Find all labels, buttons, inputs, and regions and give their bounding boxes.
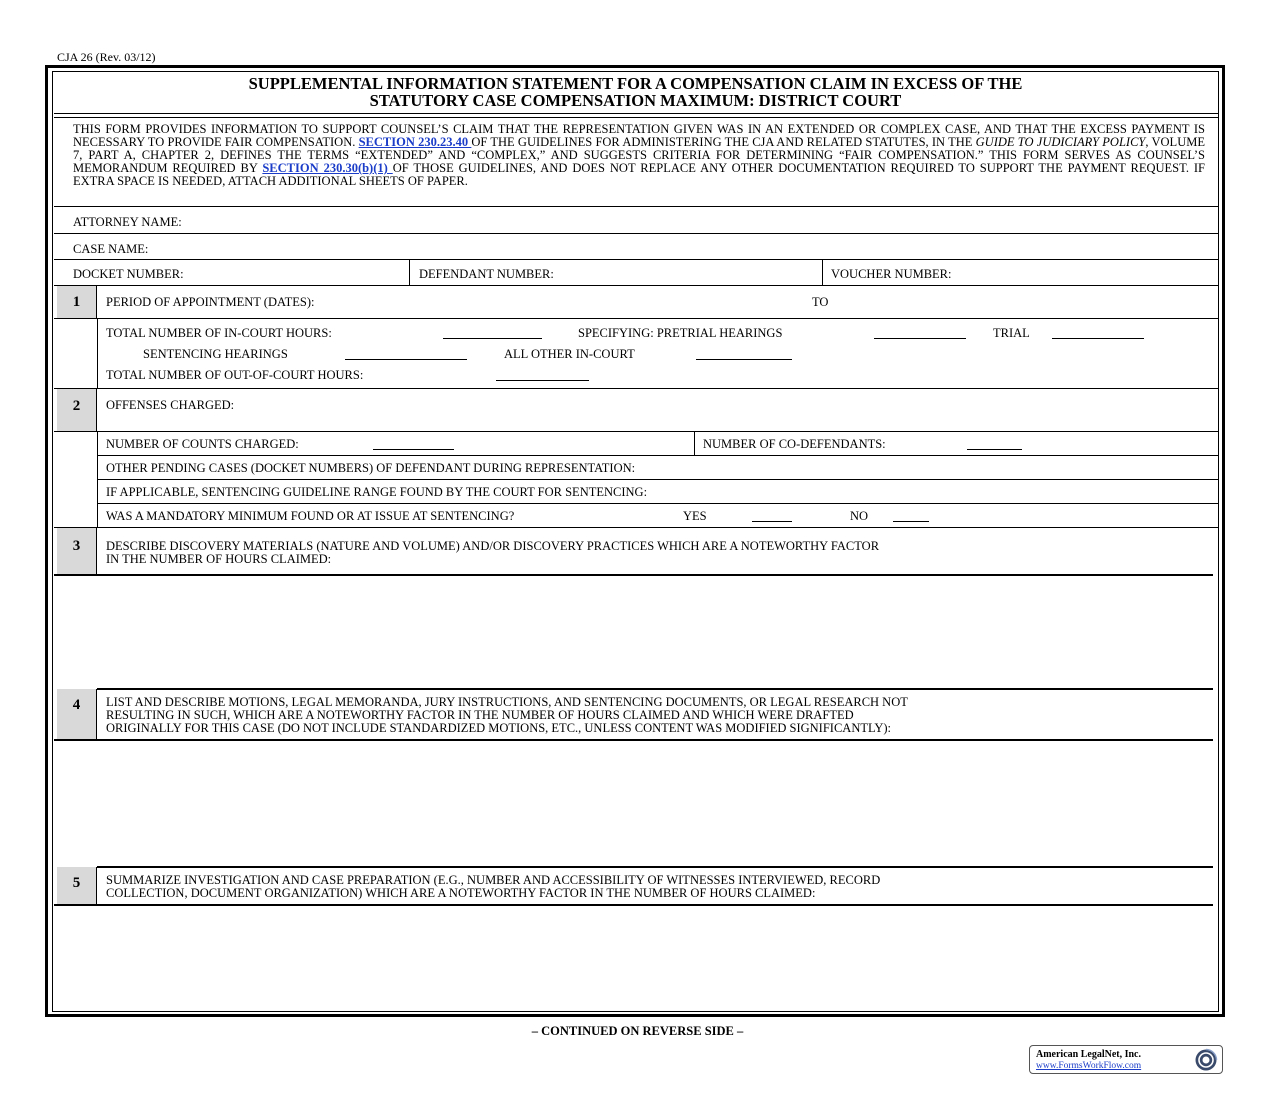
divider: [409, 260, 410, 285]
intro-paragraph: [73, 123, 1205, 188]
no-blank[interactable]: [893, 521, 929, 522]
voucher-number-label: VOUCHER NUMBER:: [831, 267, 952, 281]
investigation-prompt-line2: COLLECTION, DOCUMENT ORGANIZATION) WHICH ARE A NOTEWORTHY FACTOR IN THE NUMBER OF HOURS CLAIMED:: [106, 886, 816, 900]
divider: [97, 688, 1213, 690]
case-name-label: CASE NAME:: [73, 242, 149, 256]
no-label: NO: [850, 509, 869, 523]
divider: [97, 455, 1218, 456]
section-230-30-link[interactable]: SECTION 230.30(b)(1): [262, 161, 393, 175]
divider: [54, 431, 1218, 432]
intro-text-3: , VOLUME 7, PART A, CHAPTER 2, DEFINES THE TERMS “EXTENDED” AND “COMPLEX,” AND SUGGESTS CRITERIA FOR DETERMINING “FAIR COMPENSATION.” THIS FORM SERVES AS COUNSEL’S MEMORANDUM REQUIRED BY: [73, 135, 1205, 175]
section-2-number: 2: [57, 389, 97, 431]
trial-hours-blank[interactable]: [1052, 338, 1144, 339]
pending-cases-label: OTHER PENDING CASES (DOCKET NUMBERS) OF DEFENDANT DURING REPRESENTATION:: [106, 461, 636, 475]
section-3-number: 3: [57, 528, 97, 574]
guide-title: GUIDE TO JUDICIARY POLICY: [975, 135, 1146, 149]
pretrial-hours-blank[interactable]: [874, 338, 966, 339]
attorney-name-field[interactable]: [225, 210, 1215, 232]
motions-response-area[interactable]: [60, 743, 1210, 861]
attorney-name-label: ATTORNEY NAME:: [73, 215, 182, 229]
section-230-23-40-link[interactable]: SECTION 230.23.40: [358, 135, 472, 149]
investigation-response-area[interactable]: [60, 908, 1210, 1006]
out-of-court-blank[interactable]: [496, 380, 589, 381]
all-other-label: ALL OTHER IN-COURT: [504, 347, 635, 361]
trial-label: TRIAL: [993, 326, 1030, 340]
divider: [54, 113, 1218, 114]
forms-workflow-icon: [1194, 1048, 1218, 1072]
yes-blank[interactable]: [752, 521, 792, 522]
divider: [97, 479, 1218, 480]
divider: [54, 117, 1218, 118]
section-5-number: 5: [57, 867, 97, 904]
codefendants-label: NUMBER OF CO-DEFENDANTS:: [703, 437, 886, 451]
divider: [54, 318, 1218, 319]
divider: [97, 503, 1218, 504]
divider: [54, 739, 1213, 741]
divider: [54, 388, 1218, 389]
in-court-hours-label: TOTAL NUMBER OF IN-COURT HOURS:: [106, 326, 332, 340]
motions-prompt-line2: RESULTING IN SUCH, WHICH ARE A NOTEWORTHY FACTOR IN THE NUMBER OF HOURS CLAIMED AND WHICH WERE DRAFTED: [106, 708, 854, 722]
divider: [54, 574, 1213, 576]
divider: [694, 431, 695, 455]
guideline-range-label: IF APPLICABLE, SENTENCING GUIDELINE RANGE FOUND BY THE COURT FOR SENTENCING:: [106, 485, 648, 499]
intro-text-1: THIS FORM PROVIDES INFORMATION TO SUPPORT COUNSEL’S CLAIM THAT THE REPRESENTATION GIVEN WAS IN AN EXTENDED OR COMPLEX CASE, AND THAT THE EXCESS PAYMENT IS NECESSARY TO PROVIDE FAIR COMPENSATION.: [73, 122, 1205, 149]
intro-text-4: OF THOSE GUIDELINES, AND DOES NOT REPLACE ANY OTHER DOCUMENTATION REQUIRED TO SUPPORT THE PAYMENT REQUEST. IF EXTRA SPACE IS NEEDED, ATTACH ADDITIONAL SHEETS OF PAPER.: [73, 161, 1205, 188]
divider: [54, 206, 1218, 207]
divider: [97, 318, 98, 388]
divider: [54, 259, 1218, 260]
divider: [54, 527, 1218, 528]
counts-charged-blank[interactable]: [373, 449, 454, 450]
defendant-number-label: DEFENDANT NUMBER:: [419, 267, 554, 281]
yes-label: YES: [683, 509, 707, 523]
motions-prompt-line3: ORIGINALLY FOR THIS CASE (DO NOT INCLUDE STANDARDIZED MOTIONS, ETC., UNLESS CONTENT WAS MODIFIED SIGNIFICANTLY):: [106, 721, 892, 735]
form-id: CJA 26 (Rev. 03/12): [57, 50, 156, 64]
divider: [54, 233, 1218, 234]
pretrial-label: SPECIFYING: PRETRIAL HEARINGS: [578, 326, 783, 340]
section-1-number: 1: [57, 286, 97, 318]
divider: [97, 866, 1213, 868]
docket-number-label: DOCKET NUMBER:: [73, 267, 184, 281]
period-to-label: TO: [812, 295, 829, 309]
offenses-charged-label: OFFENSES CHARGED:: [106, 398, 235, 412]
investigation-prompt-line1: SUMMARIZE INVESTIGATION AND CASE PREPARATION (E.G., NUMBER AND ACCESSIBILITY OF WITNESSES INTERVIEWED, RECORD: [106, 873, 881, 887]
continued-notice: – CONTINUED ON REVERSE SIDE –: [531, 1024, 744, 1038]
counts-charged-label: NUMBER OF COUNTS CHARGED:: [106, 437, 299, 451]
sentencing-hours-blank[interactable]: [345, 359, 467, 360]
american-legalnet-logo[interactable]: [1029, 1045, 1223, 1074]
section-4-number: 4: [57, 689, 97, 739]
divider: [54, 285, 1218, 286]
logo-url[interactable]: www.FormsWorkFlow.com: [1036, 1061, 1142, 1071]
case-name-field[interactable]: [180, 236, 1210, 258]
discovery-prompt-line2: IN THE NUMBER OF HOURS CLAIMED:: [106, 552, 332, 566]
sentencing-hearings-label: SENTENCING HEARINGS: [143, 347, 288, 361]
intro-text-2: OF THE GUIDELINES FOR ADMINISTERING THE CJA AND RELATED STATUTES, IN THE: [471, 135, 976, 149]
motions-prompt-line1: LIST AND DESCRIBE MOTIONS, LEGAL MEMORANDA, JURY INSTRUCTIONS, AND SENTENCING DOCUMENTS, OR LEGAL RESEARCH NOT: [106, 695, 908, 709]
divider: [54, 904, 1213, 906]
codefendants-blank[interactable]: [967, 449, 1022, 450]
discovery-response-area[interactable]: [60, 578, 1210, 684]
logo-company: American LegalNet, Inc.: [1036, 1049, 1141, 1060]
form-title-line1: SUPPLEMENTAL INFORMATION STATEMENT FOR A COMPENSATION CLAIM IN EXCESS OF THE: [248, 74, 1023, 93]
divider: [822, 260, 823, 285]
form-title-line2: STATUTORY CASE COMPENSATION MAXIMUM: DISTRICT COURT: [369, 91, 902, 110]
period-label: PERIOD OF APPOINTMENT (DATES):: [106, 295, 315, 309]
in-court-hours-blank[interactable]: [443, 338, 542, 339]
discovery-prompt-line1: DESCRIBE DISCOVERY MATERIALS (NATURE AND VOLUME) AND/OR DISCOVERY PRACTICES WHICH ARE A NOTEWORTHY FACTOR: [106, 539, 880, 553]
out-of-court-label: TOTAL NUMBER OF OUT-OF-COURT HOURS:: [106, 368, 364, 382]
all-other-hours-blank[interactable]: [696, 359, 792, 360]
mandatory-minimum-label: WAS A MANDATORY MINIMUM FOUND OR AT ISSUE AT SENTENCING?: [106, 509, 515, 523]
